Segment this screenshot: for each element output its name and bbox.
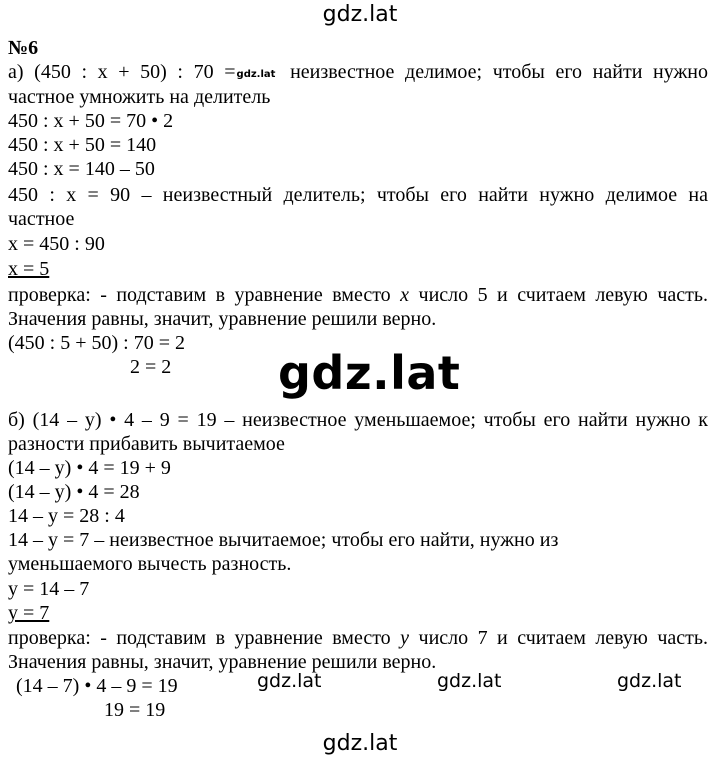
- part-b-verify-2: 19 = 19: [104, 699, 166, 721]
- inline-watermark: gdz.lat: [236, 69, 276, 80]
- part-a-line-2: частное умножить на делитель: [8, 86, 271, 108]
- part-a-step-1: 450 : x + 50 = 70 • 2: [8, 110, 174, 132]
- watermark-row-1: gdz.lat: [257, 670, 322, 692]
- part-a-verify-1: (450 : 5 + 50) : 70 = 2: [8, 332, 185, 354]
- part-b-check-prefix: проверка: - подставим в уравнение вместо: [8, 627, 391, 649]
- part-b-subtrahend-line-1: 14 – y = 7 – неизвестное вычитаемое; чтобы его найти, нужно из: [8, 529, 559, 551]
- watermark-bottom: gdz.lat: [322, 731, 398, 756]
- part-b-line-2: разности прибавить вычитаемое: [8, 433, 285, 455]
- part-a-step-2: 450 : x + 50 = 140: [8, 134, 157, 156]
- watermark-row-3: gdz.lat: [617, 670, 682, 692]
- part-b-answer: y = 7: [8, 602, 50, 624]
- part-a-step-3: 450 : x = 140 – 50: [8, 158, 155, 180]
- part-a-check: [8, 283, 708, 307]
- part-a-eq-suffix: неизвестное делимое; чтобы его найти нужно: [290, 61, 708, 83]
- task-number: №6: [8, 37, 39, 59]
- part-a-verify-2: 2 = 2: [130, 356, 172, 378]
- part-a-conclusion: Значения равны, значит, уравнение решили верно.: [8, 308, 437, 330]
- watermark-center: gdz.lat: [278, 346, 461, 400]
- watermark-top: gdz.lat: [322, 2, 398, 27]
- part-b-subtrahend-line-2: уменьшаемого вычесть разность.: [8, 553, 292, 575]
- part-a-equation: [8, 60, 708, 87]
- part-b-step-1: (14 – y) • 4 = 19 + 9: [8, 457, 171, 479]
- part-b-check-var: y: [400, 627, 410, 649]
- part-b-equation: б) (14 – y) • 4 – 9 = 19 – неизвестное уменьшаемое; чтобы его найти нужно к: [8, 409, 708, 431]
- part-b-step-3: 14 – y = 28 : 4: [8, 505, 125, 527]
- part-b-verify-1: (14 – 7) • 4 – 9 = 19: [16, 675, 178, 697]
- part-a-x-equation: x = 450 : 90: [8, 233, 105, 255]
- part-a-check-var: x: [400, 284, 410, 306]
- watermark-row-2: gdz.lat: [437, 670, 502, 692]
- part-b-check-suffix: число 7 и считаем левую часть.: [418, 627, 709, 649]
- part-b-check: [8, 626, 708, 650]
- part-b-y-equation: y = 14 – 7: [8, 578, 90, 600]
- part-a-divisor-line-2: частное: [8, 208, 75, 230]
- part-a-answer: x = 5: [8, 258, 50, 280]
- part-a-check-prefix: проверка: - подставим в уравнение вместо: [8, 284, 391, 306]
- part-b-conclusion: Значения равны, значит, уравнение решили верно.: [8, 651, 437, 673]
- part-a-check-suffix: число 5 и считаем левую часть.: [418, 284, 709, 306]
- part-a-eq-prefix: а) (450 : x + 50) : 70 =: [8, 61, 236, 83]
- part-b-step-2: (14 – y) • 4 = 28: [8, 481, 140, 503]
- part-a-divisor-line-1: 450 : x = 90 – неизвестный делитель; чтобы его найти нужно делимое на: [8, 184, 708, 206]
